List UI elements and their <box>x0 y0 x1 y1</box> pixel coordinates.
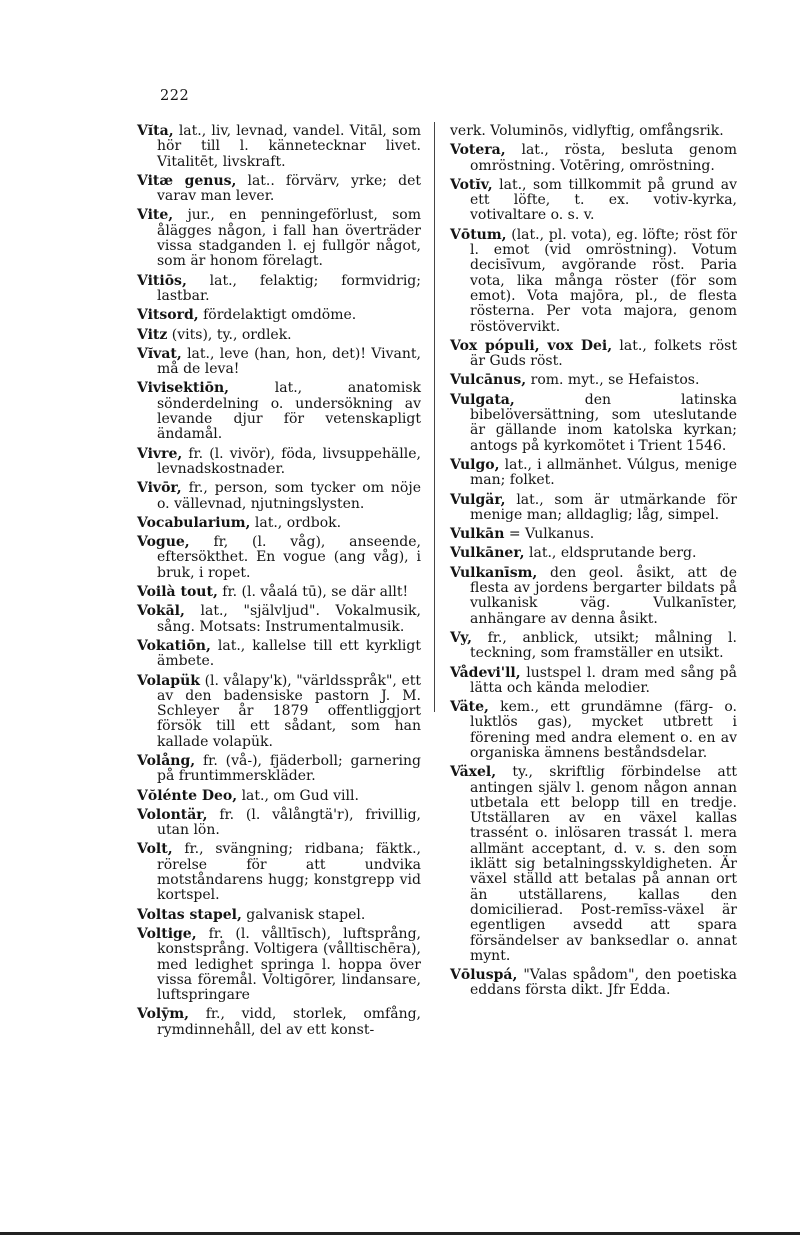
dictionary-entry: Vĭta, lat., liv, levnad, vandel. Vitāl, som hör till l. kännetecknar livet. Vitalitēt, livskraft. <box>137 123 421 170</box>
dictionary-entry: Volȳm, fr., vidd, storlek, omfång, rymdinnehåll, del av ett konst- <box>137 1006 421 1038</box>
dictionary-entry: Vulcānus, rom. myt., se Hefaistos. <box>450 372 700 389</box>
dictionary-entry: Vy, fr., anblick, utsikt; målning l. teckning, som framställer en utsikt. <box>450 629 737 662</box>
dictionary-entry: Vocabularium, lat., ordbok. <box>137 514 342 531</box>
dictionary-entry: Volapük (l. vålapy'k), "världsspråk", ett av den badensiske pastorn J. M. Schleyer år 1879 offentliggjort försök till ett sådant, som han kallade volapük. <box>137 672 421 750</box>
dictionary-entry: Vogue, fr, (l. våg), anseende, eftersökthet. En vogue (ang våg), i bruk, i ropet. <box>137 534 421 581</box>
dictionary-entry: Vivisektiōn, lat., anatomisk sönderdelning o. undersökning av levande djur för vetenskapligt ändamål. <box>137 380 421 443</box>
left-column <box>137 124 421 1042</box>
page-bottom-edge <box>0 1232 800 1235</box>
dictionary-entry: Voltas stapel, galvanisk stapel. <box>137 906 366 923</box>
dictionary-entry: Vulgata, den latinska bibelöversättning, som uteslutande är gällande inom katolska kyrkan; antogs på kyrkomötet i Trient 1546. <box>450 391 737 454</box>
dictionary-entry: Vulgo, lat., i allmänhet. Vúlgus, menige man; folket. <box>450 456 737 489</box>
dictionary-entry: Voilà tout, fr. (l. våalá tū), se där allt! <box>137 584 409 601</box>
dictionary-entry: Vĭvat, lat., leve (han, hon, det)! Vivant, må de leva! <box>137 345 421 378</box>
dictionary-entry: Vitiōs, lat., felaktig; formvidrig; lastbar. <box>137 272 421 304</box>
dictionary-entry: Vulgär, lat., som är utmärkande för menige man; alldaglig; låg, simpel. <box>450 491 737 523</box>
dictionary-entry: Vulkān = Vulkanus. <box>450 526 595 543</box>
dictionary-entry: Vivōr, fr., person, som tycker om nöje o. vällevnad, njutningslysten. <box>137 480 421 512</box>
dictionary-entry: Volång, fr. (vå-), fjäderboll; garnering på fruntimmerskläder. <box>137 752 421 785</box>
dictionary-entry: Votĭv, lat., som tillkommit på grund av ett löfte, t. ex. votiv-kyrka, votivaltare o. s. v. <box>450 176 737 224</box>
dictionary-entry: Väte, kem., ett grundämne (färg- o. luktlös gas), mycket utbrett i förening med andra element o. en av organiska ämnens beståndsdelar. <box>450 699 737 761</box>
dictionary-entry: Vokatiōn, lat., kallelse till ett kyrkligt ämbete. <box>137 637 421 670</box>
dictionary-entry: Vox pópuli, vox Dei, lat., folkets röst är Guds röst. <box>450 337 737 370</box>
dictionary-entry: Växel, ty., skriftlig förbindelse att antingen själv l. genom någon annan utbetala ett belopp till en tredje. Utställaren av en växel kallas trassént o. inlösaren trassát l. mera allmänt acceptant, d. v. s. den som iklätt sig betalningsskyldigheten. Är växel ställd att betalas på annan ort än utställarens, kallas den domicilierad. Post-remīss-växel är egentligen avsedd att spara försändelser av banksedlar o. annat mynt. <box>450 764 737 964</box>
dictionary-entry: Vulkāner, lat., eldsprutande berg. <box>450 545 697 562</box>
dictionary-entry: Votera, lat., rösta, besluta genom omröstning. Votēring, omröstning. <box>450 142 737 174</box>
dictionary-entry: Volontär, fr. (l. vålångtä'r), frivillig, utan lön. <box>137 806 421 839</box>
dictionary-entry: Volt, fr., svängning; ridbana; fäktk., rörelse för att undvika motståndarens hugg; konstgrepp vid kortspel. <box>137 841 421 904</box>
dictionary-entry: Vite, jur., en penningeförlust, som ålägges någon, i fall han överträder vissa stadganden l. ej fullgör något, som är honom förelagt. <box>137 207 421 270</box>
dictionary-entry: Vokāl, lat., "självljud". Vokalmusik, sång. Motsats: Instrumentalmusik. <box>137 603 421 635</box>
page-number: 222 <box>160 88 190 104</box>
dictionary-entry: Vulkanīsm, den geol. åsikt, att de flesta av jordens bergarter bildats på vulkanisk väg. Vulkanīster, anhängare av denna åsikt. <box>450 564 737 627</box>
dictionary-entry: Vōluspá, "Valas spådom", den poetiska eddans första dikt. Jfr Edda. <box>450 967 737 999</box>
right-column <box>450 124 737 1003</box>
dictionary-entry: Vitz (vits), ty., ordlek. <box>137 326 292 343</box>
dictionary-entry: Vōtum, (lat., pl. vota), eg. löfte; röst för l. emot (vid omröstning). Votum decisīvum, avgörande röst. Paria vota, lika många röster (för som emot). Vota majōra, pl., de flesta rösterna. Per vota majora, genom röstövervikt. <box>450 226 737 335</box>
dictionary-entry: Voltige, fr. (l. vålltīsch), luftsprång, konstsprång. Voltigera (vålltischēra), med ledighet springa l. hoppa över vissa föremål. Voltigōrer, lindansare, luftspringare <box>137 925 421 1004</box>
dictionary-entry: Vŏlénte Deo, lat., om Gud vill. <box>137 787 359 804</box>
dictionary-entry: Vivre, fr. (l. vivör), föda, livsuppehälle, levnadskostnader. <box>137 445 421 477</box>
dictionary-entry: verk. Voluminōs, vidlyftig, omfångsrik. <box>450 123 724 139</box>
dictionary-entry: Vådevi'll, lustspel l. dram med sång på lätta och kända melodier. <box>450 664 737 696</box>
dictionary-entry: Vitæ genus, lat.. förvärv, yrke; det varav man lever. <box>137 172 421 205</box>
dictionary-entry: Vitsord, fördelaktigt omdöme. <box>137 307 357 324</box>
column-divider <box>434 122 435 712</box>
